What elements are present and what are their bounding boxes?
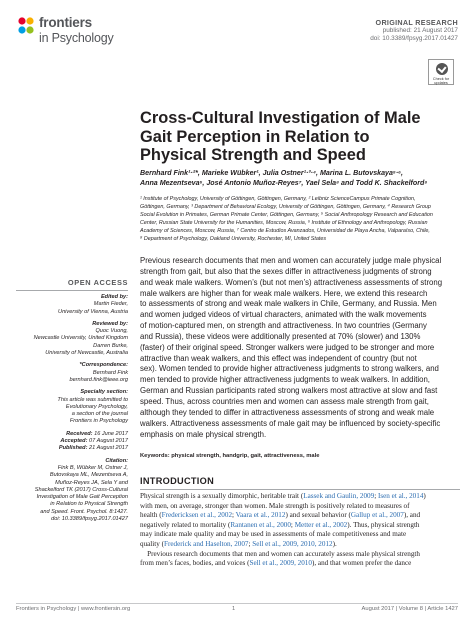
logo-word-frontiers: frontiers	[39, 15, 92, 30]
logo-word-journal: in Psychology	[39, 31, 114, 45]
affiliations	[140, 195, 458, 244]
title-line: Cross-Cultural Investigation of Male	[140, 109, 421, 127]
citation-link[interactable]: Sell et al., 2009, 2010, 2012	[252, 539, 333, 548]
sidebar-divider	[16, 290, 128, 291]
affiliation-line: Center, Russian State University for the Humanities, Moscow, Russia, ⁶ Institute of Ethnology and Anthropology, Russian	[140, 220, 428, 227]
introduction-line	[140, 540, 460, 550]
page-number: 1	[232, 606, 236, 612]
citation-line: Fink B, Wübker M, Ostner J,	[57, 464, 128, 471]
text-run: ).	[332, 539, 337, 548]
keywords: Keywords: physical strength, handgrip, gait, attractiveness, male	[140, 453, 320, 459]
text-run: ;	[290, 520, 295, 529]
affiliation-line: Göttingen, Germany, ³ Department of Behavioral Ecology, University of Göttingen, Göttingen, Germany, ⁴ Research Group	[140, 204, 431, 211]
abstract-line: although they tended to differ in attractiveness assessments of strong and weak male	[140, 407, 435, 417]
affiliation-line: Academy of Sciences, Moscow, Russia, ⁷ Centro de Estudios Avanzados, Universidad de Playa Ancha, Valparaíso, Chile,	[140, 228, 430, 235]
correspondence-name: Bernhard Fink	[92, 369, 128, 376]
abstract-line: walkers. Attractiveness assessments of male gait may be influenced by society-specific	[140, 418, 441, 428]
citation-label: Citation:	[105, 457, 128, 464]
introduction-line	[140, 559, 460, 569]
text-run: health (	[140, 511, 162, 520]
crossmark-badge[interactable]	[428, 59, 454, 85]
citation-link[interactable]: Fredericksen et al., 2002	[161, 511, 233, 520]
citation-link[interactable]: Lassek and Gaulin, 2009	[303, 492, 375, 500]
abstract-line: Previous research documents that men and women can accurately judge male physical	[140, 256, 442, 265]
introduction-line	[140, 530, 460, 540]
specialty-line: This article was submitted to	[57, 396, 128, 403]
abstract-line: German and Russian participants rated strong walkers most attractive at slow and fast	[140, 386, 438, 396]
reviewer-affiliation: University of Newcastle, Australia	[45, 350, 128, 357]
article-sidebar	[16, 278, 128, 523]
abstract-line: strength from gait, but also that the sexes differ in attractiveness judgments of strong	[140, 266, 432, 276]
published-date-sidebar: Published: 21 August 2017	[58, 445, 128, 452]
abstract-line: and Russia), these videos were additionally presented at 70% (slower) and 130%	[140, 331, 421, 341]
abstract-line: speed. Thus, across countries men and women can assess male strength from gait,	[140, 396, 429, 406]
author-list	[140, 168, 460, 188]
title-line: Gait Perception in Relation to	[140, 127, 370, 146]
citation-line: Investigation of Male Gait Perception	[36, 494, 128, 501]
frontiers-logo-icon	[16, 16, 36, 36]
introduction-line	[140, 550, 460, 560]
article-header-meta	[258, 18, 458, 43]
citation-link[interactable]: Gallup et al., 2007	[350, 511, 404, 520]
reviewed-by-label: Reviewed by:	[92, 320, 128, 327]
title-line: Physical Strength and Speed	[140, 146, 366, 165]
text-run: ;	[248, 539, 253, 548]
edited-by-label: Edited by:	[100, 294, 128, 300]
citation-line: Shackelford TK (2017) Cross-Cultural	[34, 486, 128, 493]
affiliation-line: ¹ Institute of Psychology, University of Göttingen, Göttingen, Germany, ² Leibniz ScienceCampus Primate Cognition,	[140, 196, 416, 202]
citation-link[interactable]: Vaara et al., 2012	[235, 511, 286, 520]
text-run: negatively related to mortality (	[140, 520, 231, 529]
text-run: ). Thus, physical strength	[347, 520, 420, 529]
abstract-line: sex). Women tended to provide higher attractiveness judgments to strong walkers, and	[140, 364, 439, 374]
footer-issue-info: August 2017 | Volume 8 | Article 1427	[361, 606, 458, 612]
introduction-text	[140, 492, 460, 569]
text-run: Physical strength is a sexually dimorphic, heritable trait (	[140, 492, 304, 500]
journal-logo[interactable]	[16, 14, 126, 50]
citation-link[interactable]: Metter et al., 2002	[294, 520, 348, 529]
citation-link[interactable]: Rantanen et al., 2000	[230, 520, 291, 529]
affiliation-line: ⁸ Department of Psychology, Oakland University, Rochester, MI, United States	[140, 236, 327, 243]
citation-link[interactable]: Frederick and Haselton, 2007	[164, 539, 249, 548]
text-run: ) and sexual behavior (	[285, 511, 351, 520]
text-run: from men’s faces, bodies, and voices (	[140, 559, 250, 568]
abstract-line: emphasis on male physical strength.	[140, 429, 267, 439]
text-run: ), and	[403, 511, 421, 520]
specialty-line: Evolutionary Psychology,	[65, 403, 128, 410]
accepted-date: Accepted: 07 August 2017	[60, 438, 128, 445]
citation-line: Muñoz-Reyes JA, Sela Y and	[55, 479, 128, 486]
reviewer-name: Quoc Vuong,	[95, 328, 128, 335]
author-line: Bernhard Fink¹·²*, Marieke Wübker¹, Julia Ostner¹·³·⁴, Marina L. Butovskaya⁵·⁶,	[140, 169, 404, 177]
text-run: ), and that women prefer the dance	[311, 559, 412, 568]
correspondence-email[interactable]: bernhard.fink@ieee.org	[69, 376, 128, 383]
citation-line: in Relation to Physical Strength	[50, 501, 128, 508]
published-date: published: 21 August 2017	[382, 27, 458, 34]
abstract-line: and weak male walkers. Women’s (but not men’s) attractiveness assessments of strong	[140, 277, 443, 287]
editor-name: Martin Fieder,	[93, 301, 128, 308]
correspondence-label: *Correspondence:	[79, 362, 128, 369]
abstract	[140, 256, 460, 440]
text-run: may indicate male quality and may be used in assessments of male competitiveness and mate	[140, 530, 407, 539]
article-title	[140, 109, 460, 165]
crossmark-label: Check for updates	[432, 77, 450, 85]
introduction-line	[140, 502, 460, 512]
text-run: ;	[374, 492, 378, 500]
citation-doi[interactable]: doi: 10.3389/fpsyg.2017.01427	[51, 516, 128, 523]
open-access-label: OPEN ACCESS	[67, 278, 128, 287]
citation-line: Butovskaya ML, Mezentseva A,	[49, 472, 128, 479]
footer-divider	[16, 603, 458, 604]
abstract-line: to assessments of strong and weak male walkers in Chile, Germany, and Russia. Men	[140, 299, 437, 309]
specialty-line: Frontiers in Psychology	[69, 418, 128, 425]
citation-link[interactable]: Sell et al., 2009, 2010	[249, 559, 312, 568]
text-run: ;	[232, 511, 236, 520]
doi[interactable]: doi: 10.3389/fpsyg.2017.01427	[370, 35, 458, 42]
author-line: Anna Mezentseva⁵, José Antonio Muñoz-Reyes⁷, Yael Sela⁸ and Todd K. Shackelford⁸	[140, 179, 428, 187]
introduction-line	[140, 511, 460, 521]
abstract-line: male walkers are higher than for weak male walkers. Here, we extend this research	[140, 288, 428, 298]
affiliation-line: Social Evolution in Primates, German Primate Center, Göttingen, Germany, ⁵ Social Anthropology Research and Education	[140, 212, 433, 219]
section-divider	[140, 489, 460, 490]
text-run: quality (	[140, 539, 164, 548]
article-type: ORIGINAL RESEARCH	[375, 18, 458, 27]
text-run: Previous research documents that men and women can accurately assess male physical strength	[140, 549, 420, 558]
text-run: with men, on average, stronger than women. Male strength is positively related to measures of	[140, 501, 410, 510]
footer-journal-link[interactable]: Frontiers in Psychology | www.frontiersin.org	[16, 606, 131, 612]
editor-affiliation: University of Vienna, Austria	[58, 308, 128, 315]
introduction-line	[140, 521, 460, 531]
text-run: )	[423, 492, 426, 500]
abstract-line: attractive than weak walkers, and this effect was independent of country (but not	[140, 353, 417, 363]
specialty-section-label: Specialty section:	[80, 389, 128, 396]
reviewer-name: Darren Burke,	[93, 342, 128, 349]
specialty-line: a section of the journal	[71, 411, 128, 418]
received-date: Received: 16 June 2017	[66, 430, 128, 437]
abstract-line: men tended to provide higher attractiveness judgments to weak walkers. In addition,	[140, 375, 430, 385]
citation-line: and Speed. Front. Psychol. 8:1427.	[40, 508, 128, 515]
citation-link[interactable]: Isen et al., 2014	[377, 492, 424, 500]
abstract-line: and women judged videos of virtual characters, animated with the walk movements	[140, 310, 427, 320]
abstract-line: of motion-captured men, on strength and attractiveness. In two countries (Germany	[140, 321, 427, 331]
section-heading-introduction: INTRODUCTION	[140, 476, 215, 486]
reviewer-affiliation: Newcastle University, United Kingdom	[33, 335, 128, 342]
introduction-line	[140, 492, 460, 502]
abstract-line: (faster) of their original speed. Stronger walkers were judged to be stronger and more	[140, 342, 435, 352]
